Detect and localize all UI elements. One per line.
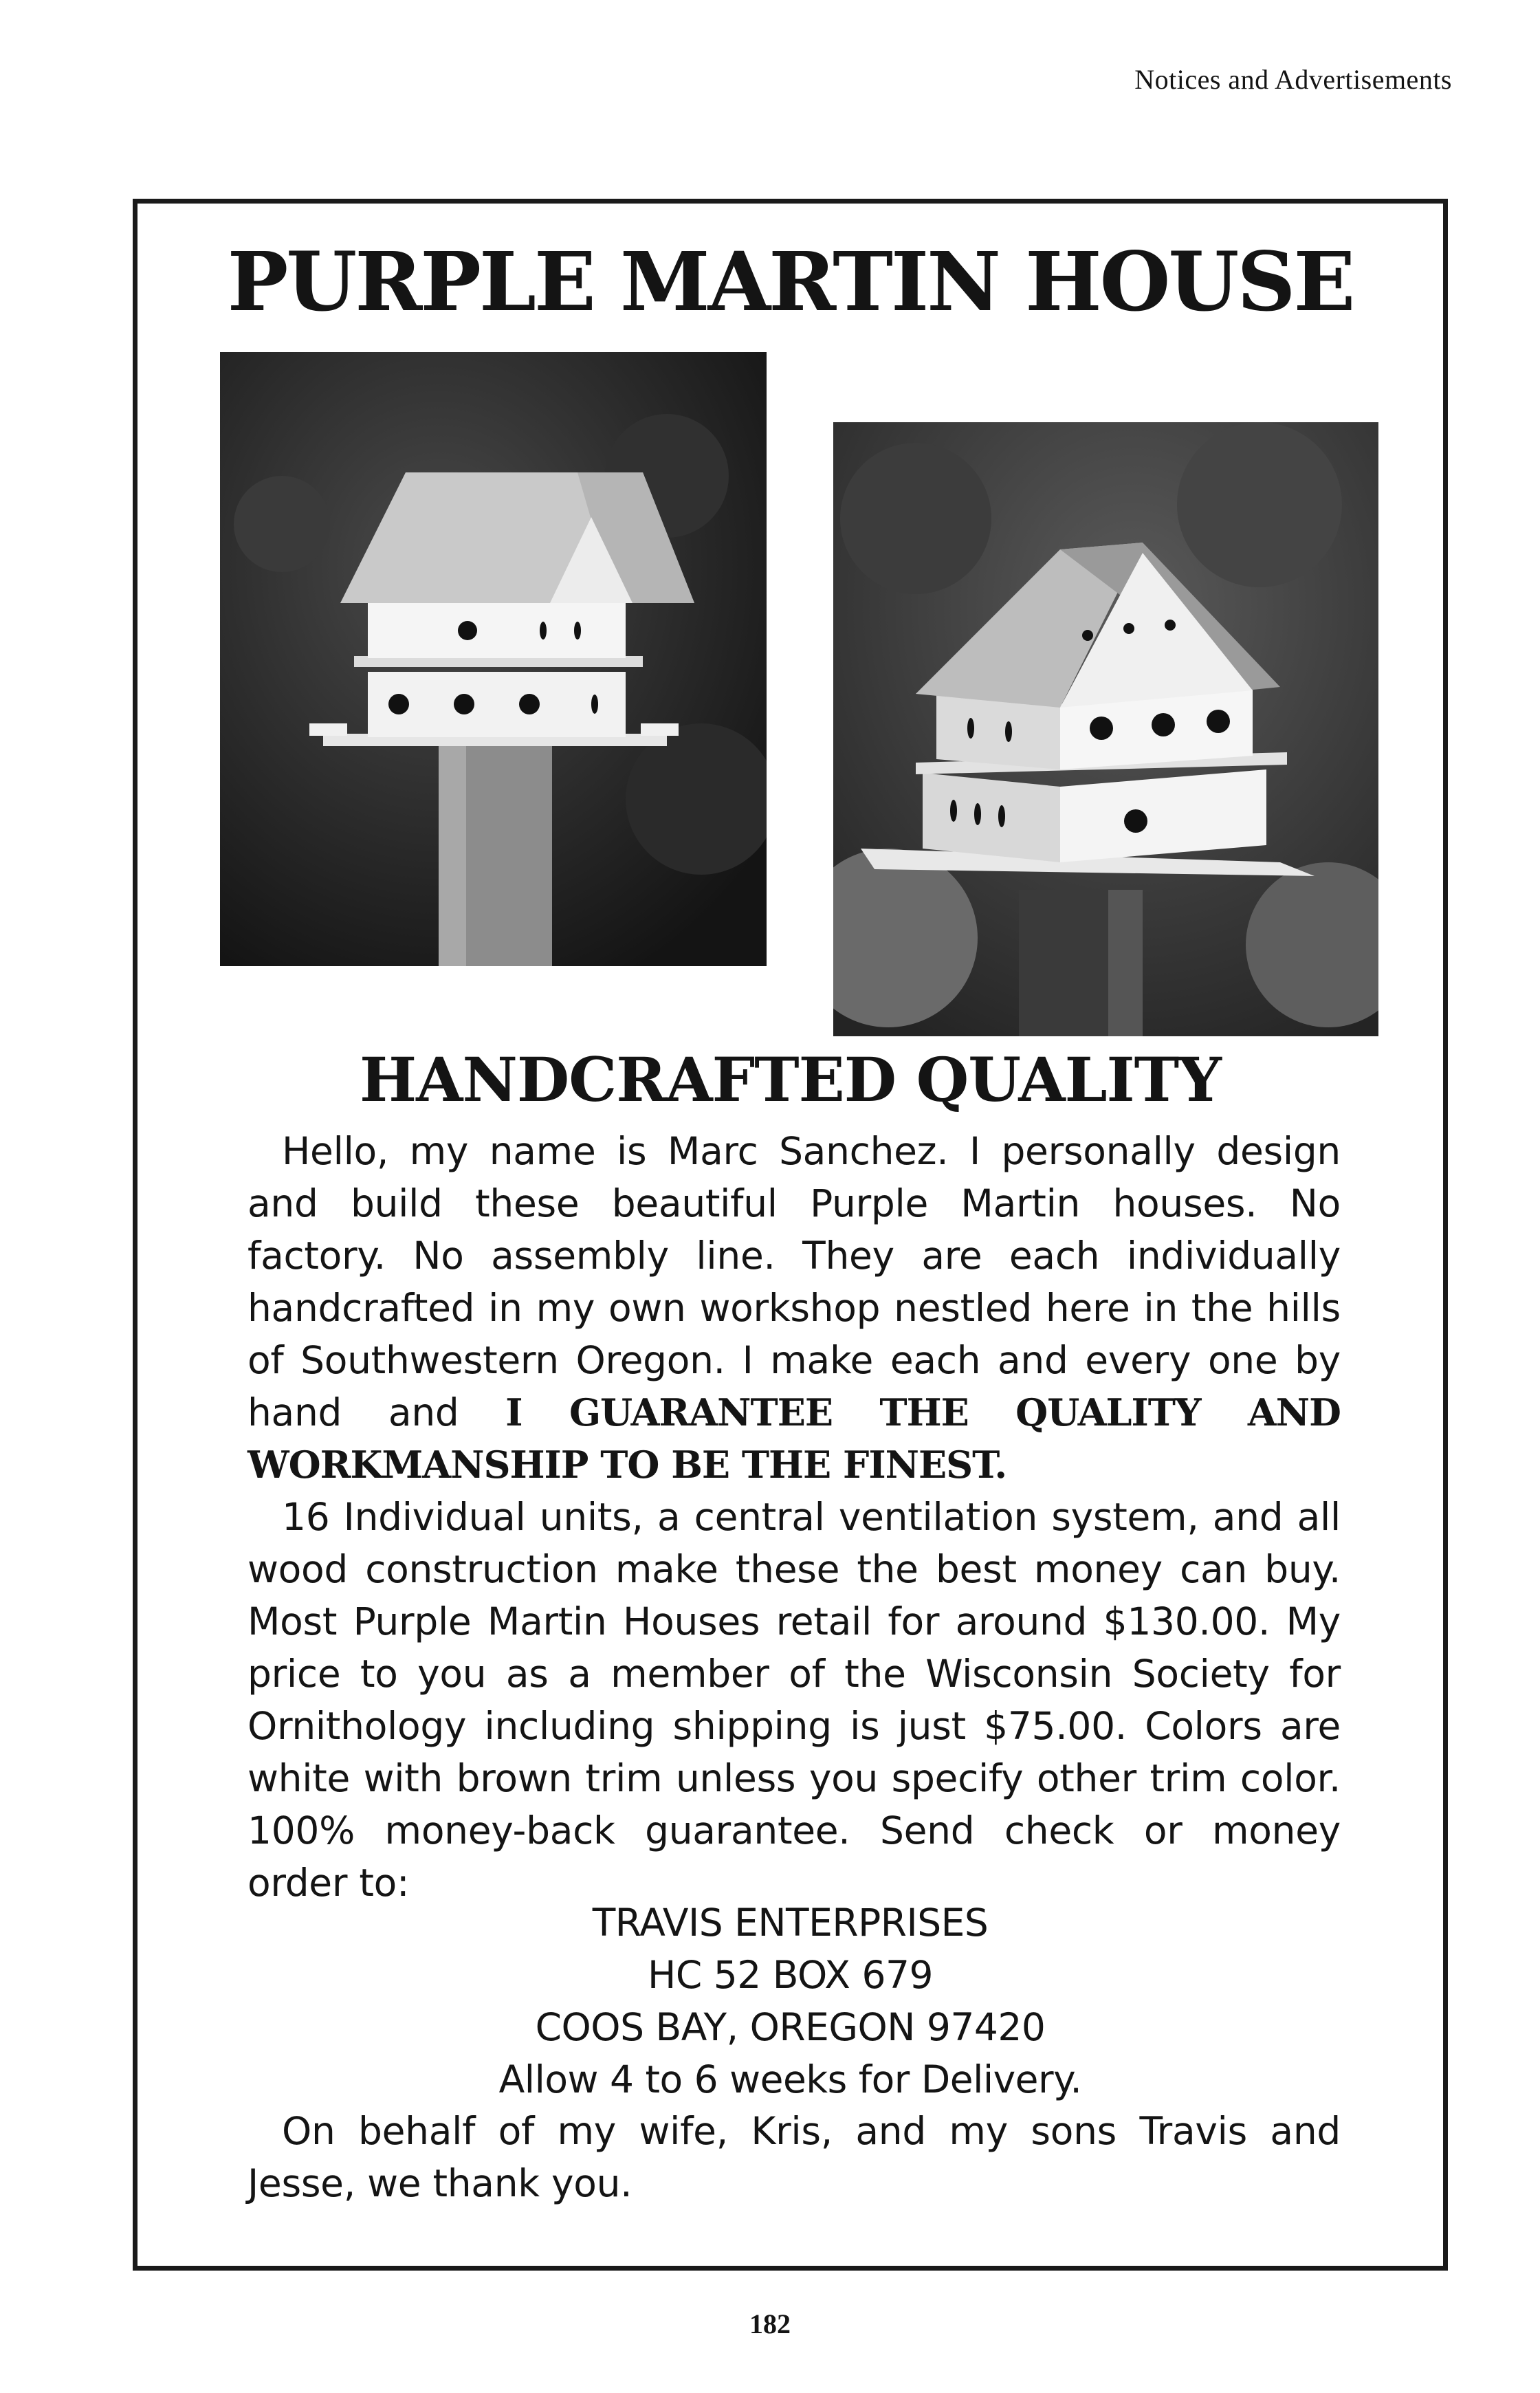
mailing-address: [138, 1897, 1443, 2106]
address-company: TRAVIS ENTERPRISES: [592, 1901, 989, 1945]
address-city: COOS BAY, OREGON 97420: [535, 2005, 1046, 2049]
birdhouse-photo-angled: [833, 422, 1378, 1036]
advertisement-frame: [133, 199, 1448, 2271]
intro-text: Hello, my name is Marc Sanchez. I personally design and build these beautiful Purple Martin houses. No factory. No assembly line. They are each individually handcrafted in my own workshop nestled here in the hills of Southwestern Oregon. I make each and every one by hand and: [248, 1129, 1341, 1434]
page-number: 182: [749, 2308, 791, 2339]
details-paragraph: [248, 1491, 1341, 1909]
delivery-note: Allow 4 to 6 weeks for Delivery.: [498, 2057, 1082, 2101]
ad-subhead: HANDCRAFTED QUALITY: [360, 1044, 1221, 1115]
birdhouse-photo-front: [220, 352, 767, 966]
guarantee-statement: I GUARANTEE THE QUALITY AND WORKMANSHIP TO BE THE FINEST.: [248, 1390, 1341, 1487]
details-text: 16 Individual units, a central ventilation system, and all wood construction make these the best money can buy. Most Purple Martin Houses retail for around $130.00. My price to you as a member of the Wisconsin Society for Ornithology including shipping is just $75.00. Colors are white with brown trim unless you specify other trim color. 100% money-back guarantee. Send check or money order to:: [248, 1495, 1341, 1905]
intro-paragraph: [248, 1125, 1341, 1491]
ad-headline: PURPLE MARTIN HOUSE: [227, 234, 1354, 329]
closing-paragraph: [248, 2105, 1341, 2209]
closing-text: On behalf of my wife, Kris, and my sons Travis and Jesse, we thank you.: [248, 2109, 1341, 2205]
running-head: Notices and Advertisements: [1134, 64, 1452, 95]
address-box: HC 52 BOX 679: [648, 1953, 933, 1997]
